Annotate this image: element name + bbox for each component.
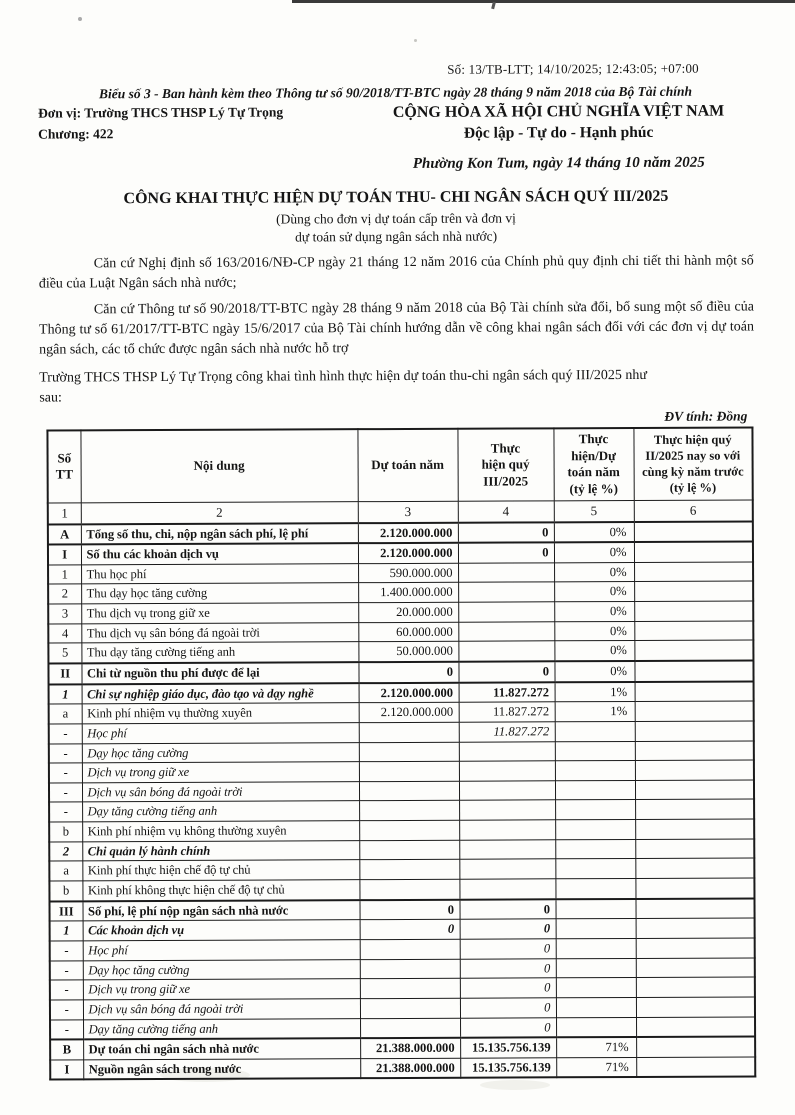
thuc-hien-quy-cell xyxy=(458,602,554,622)
row-no-cell: - xyxy=(50,960,83,980)
document-header xyxy=(0,99,793,174)
du-toan-nam-cell: 50.000.000 xyxy=(358,642,458,663)
ty-le-cell xyxy=(556,938,636,958)
du-toan-nam-cell: 0 xyxy=(359,899,459,920)
so-sanh-cell xyxy=(634,521,753,542)
row-no-cell: B xyxy=(50,1040,83,1060)
so-sanh-cell xyxy=(634,640,753,661)
ty-le-cell: 0% xyxy=(554,562,634,582)
row-no-cell: a xyxy=(49,704,82,724)
du-toan-nam-cell xyxy=(359,761,459,781)
row-no-cell: 2 xyxy=(49,842,82,862)
row-no-cell: 3 xyxy=(48,604,81,624)
thuc-hien-quy-cell: 11.827.272 xyxy=(459,702,555,722)
du-toan-nam-cell: 21.388.000.000 xyxy=(360,1058,460,1079)
so-sanh-cell xyxy=(634,581,753,601)
so-sanh-cell xyxy=(636,918,755,938)
ty-le-cell: 0% xyxy=(554,582,634,602)
ty-le-cell xyxy=(556,1017,636,1037)
row-label-cell: Dịch vụ trong giữ xe xyxy=(82,762,359,783)
thuc-hien-quy-cell: 11.827.272 xyxy=(459,682,555,703)
row-label-cell: Kinh phí nhiệm vụ thường xuyên xyxy=(82,703,359,724)
row-label-cell: Các khoản dịch vụ xyxy=(83,920,360,941)
so-sanh-cell xyxy=(636,938,755,958)
col-header-so-tt: Số TT xyxy=(47,430,80,502)
so-sanh-cell xyxy=(636,1037,755,1058)
so-sanh-cell xyxy=(634,660,753,681)
thuc-hien-quy-cell xyxy=(459,859,555,879)
row-label-cell: Dạy học tăng cường xyxy=(83,959,360,980)
du-toan-nam-cell xyxy=(360,998,460,1018)
du-toan-nam-cell xyxy=(360,959,460,979)
row-label-cell: Kinh phí nhiệm vụ không thường xuyên xyxy=(82,821,359,842)
row-no-cell: 1 xyxy=(48,565,81,585)
du-toan-nam-cell xyxy=(359,742,459,762)
du-toan-nam-cell: 1.400.000.000 xyxy=(358,583,458,603)
ty-le-cell xyxy=(555,800,635,820)
thuc-hien-quy-cell: 0 xyxy=(459,899,555,920)
row-label-cell: Kinh phí không thực hiện chế độ tự chủ xyxy=(82,880,359,901)
document-subtitle-1: (Dùng cho đơn vị dự toán cấp trên và đơn vị xyxy=(276,210,516,227)
col-index: 3 xyxy=(358,501,458,523)
du-toan-nam-cell: 60.000.000 xyxy=(358,622,458,642)
so-sanh-cell xyxy=(635,878,754,899)
so-sanh-cell xyxy=(635,819,754,839)
so-sanh-cell xyxy=(634,601,753,621)
col-header-noi-dung: Nội dung xyxy=(80,429,357,502)
thuc-hien-quy-cell xyxy=(458,563,554,583)
row-label-cell: Dạy học tăng cường xyxy=(82,742,359,763)
col-index: 5 xyxy=(554,500,634,522)
row-label-cell: Thu dịch vụ trong giữ xe xyxy=(81,603,358,624)
ty-le-cell: 0% xyxy=(554,542,634,562)
thuc-hien-quy-cell: 15.135.756.139 xyxy=(460,1058,556,1079)
du-toan-nam-cell: 2.120.000.000 xyxy=(359,703,459,723)
so-sanh-cell xyxy=(635,760,754,780)
row-label-cell: Dịch vụ sân bóng đá ngoài trời xyxy=(83,999,360,1020)
so-sanh-cell xyxy=(635,681,754,702)
row-label-cell: Chi sự nghiệp giáo dục, đào tạo và dạy nghề xyxy=(82,683,359,704)
row-no-cell: - xyxy=(50,941,83,961)
thuc-hien-quy-cell: 0 xyxy=(458,661,554,682)
so-sanh-cell xyxy=(634,542,753,563)
row-label-cell: Tổng số thu, chi, nộp ngân sách phí, lệ phí xyxy=(81,523,358,545)
so-sanh-cell xyxy=(635,701,754,721)
row-no-cell: - xyxy=(50,1019,83,1039)
so-sanh-cell xyxy=(636,997,755,1017)
so-sanh-cell xyxy=(635,780,754,800)
so-sanh-cell xyxy=(634,562,753,582)
ty-le-cell: 71% xyxy=(556,1057,636,1077)
ty-le-cell xyxy=(555,721,635,741)
so-sanh-cell xyxy=(635,839,754,859)
du-toan-nam-cell: 2.120.000.000 xyxy=(359,682,459,703)
row-label-cell: Học phí xyxy=(83,940,360,961)
row-no-cell: I xyxy=(48,545,81,565)
ty-le-cell xyxy=(555,780,635,800)
col-index: 2 xyxy=(81,501,358,524)
col-header-so-sanh: Thực hiện quý II/2025 nay so với cùng kỳ năm trước (tỷ lệ %) xyxy=(633,427,752,500)
du-toan-nam-cell xyxy=(359,801,459,821)
issuing-unit-block xyxy=(38,104,283,174)
row-label-cell: Dạy tăng cường tiếng anh xyxy=(82,801,359,822)
row-label-cell: Dự toán chi ngân sách nhà nước xyxy=(83,1038,360,1059)
place-date-line: Phường Kon Tum, ngày 14 tháng 10 năm 2025 xyxy=(412,154,705,172)
du-toan-nam-cell xyxy=(360,939,460,959)
row-no-cell: II xyxy=(48,663,81,684)
thuc-hien-quy-cell xyxy=(459,741,555,761)
currency-unit-note: ĐV tính: Đồng xyxy=(664,408,748,424)
row-label-cell: Dịch vụ sân bóng đá ngoài trời xyxy=(82,781,359,802)
ty-le-cell xyxy=(555,899,635,919)
row-label-cell: Thu dạy tăng cường tiếng anh xyxy=(81,642,358,663)
thuc-hien-quy-cell xyxy=(459,879,555,900)
du-toan-nam-cell xyxy=(360,978,460,998)
row-no-cell: I xyxy=(50,1060,83,1080)
document-number-line: Số: 13/TB-LTT; 14/10/2025; 12:43:05; +07:00 xyxy=(447,60,699,77)
col-index: 6 xyxy=(634,499,753,521)
ty-le-cell xyxy=(555,839,635,859)
col-header-du-toan-nam: Dự toán năm xyxy=(357,429,457,501)
row-label-cell: Chi từ nguồn thu phí được để lại xyxy=(81,662,358,684)
so-sanh-cell xyxy=(636,1057,755,1078)
thuc-hien-quy-cell xyxy=(459,820,555,840)
row-no-cell: 1 xyxy=(49,684,82,704)
row-no-cell: a xyxy=(49,861,82,881)
ty-le-cell xyxy=(555,761,635,781)
thuc-hien-quy-cell: 0 xyxy=(460,978,556,998)
thuc-hien-quy-cell: 0 xyxy=(460,998,556,1018)
col-header-ty-le: Thực hiện/Dự toán năm (tỷ lệ %) xyxy=(553,428,633,500)
du-toan-nam-cell xyxy=(359,722,459,742)
col-header-thuc-hien-quy: Thực hiện quý III/2025 xyxy=(457,428,553,500)
ty-le-cell xyxy=(555,741,635,761)
du-toan-nam-cell xyxy=(359,879,459,900)
thuc-hien-quy-cell: 0 xyxy=(460,939,556,959)
thuc-hien-quy-cell: 0 xyxy=(460,958,556,978)
national-title: CỘNG HÒA XÃ HỘI CHỦ NGHĨA VIỆT NAM xyxy=(392,102,725,122)
intro-paragraph: Trường THCS THSP Lý Tự Trọng công khai tình hình thực hiện dự toán thu-chi ngân sách quý III/2025 như sau: xyxy=(39,367,648,406)
row-label-cell: Số thu các khoản dịch vụ xyxy=(81,543,358,564)
row-label-cell: Học phí xyxy=(82,723,359,744)
du-toan-nam-cell xyxy=(359,860,459,880)
row-no-cell: - xyxy=(49,724,82,744)
table-body xyxy=(48,521,755,1080)
row-label-cell: Nguồn ngân sách trong nước xyxy=(83,1058,360,1079)
national-header-block xyxy=(376,102,741,173)
so-sanh-cell xyxy=(636,1016,755,1037)
du-toan-nam-cell xyxy=(359,781,459,801)
row-no-cell: - xyxy=(49,743,82,763)
du-toan-nam-cell: 0 xyxy=(360,920,460,940)
thuc-hien-quy-cell: 0 xyxy=(460,919,556,939)
thuc-hien-quy-cell xyxy=(458,582,554,602)
row-no-cell: b xyxy=(49,881,82,901)
ty-le-cell: 0% xyxy=(554,661,634,682)
thuc-hien-quy-cell xyxy=(459,800,555,820)
du-toan-nam-cell: 21.388.000.000 xyxy=(360,1038,460,1059)
legal-basis-paragraph-1: Căn cứ Nghị định số 163/2016/NĐ-CP ngày 21 tháng 12 năm 2016 của Chính phủ quy định chi tiết thi hành một số điều của Luật Ngân sách nhà nước; xyxy=(38,253,754,292)
national-motto: Độc lập - Tự do - Hạnh phúc xyxy=(463,123,654,142)
thuc-hien-quy-cell: 0 xyxy=(458,542,554,563)
ty-le-cell xyxy=(556,958,636,978)
ty-le-cell xyxy=(555,878,635,898)
form-reference-note: Biểu số 3 - Ban hành kèm theo Thông tư số 90/2018/TT-BTC ngày 28 tháng 9 năm 2018 của Bộ Tài chính xyxy=(98,83,693,102)
row-label-cell: Thu dịch vụ sân bóng đá ngoài trời xyxy=(81,622,358,643)
du-toan-nam-cell xyxy=(360,1018,460,1039)
ty-le-cell: 1% xyxy=(555,702,635,722)
ty-le-cell xyxy=(556,978,636,998)
du-toan-nam-cell xyxy=(359,820,459,840)
row-no-cell: - xyxy=(49,763,82,783)
row-label-cell: Dịch vụ trong giữ xe xyxy=(83,979,360,1000)
so-sanh-cell xyxy=(635,740,754,760)
row-no-cell: - xyxy=(50,1000,83,1020)
du-toan-nam-cell: 2.120.000.000 xyxy=(358,543,458,564)
ty-le-cell: 0% xyxy=(554,641,634,661)
thuc-hien-quy-cell xyxy=(459,761,555,781)
ty-le-cell xyxy=(555,859,635,879)
column-index-row xyxy=(48,499,753,524)
du-toan-nam-cell: 0 xyxy=(358,662,458,683)
document-title: CÔNG KHAI THỰC HIỆN DỰ TOÁN THU- CHI NGÂN SÁCH QUÝ III/2025 xyxy=(123,187,669,208)
ty-le-cell xyxy=(555,820,635,840)
thuc-hien-quy-cell: 15.135.756.139 xyxy=(460,1037,556,1058)
row-no-cell: III xyxy=(49,901,82,921)
row-no-cell: 4 xyxy=(48,624,81,644)
du-toan-nam-cell: 20.000.000 xyxy=(358,602,458,622)
col-index: 1 xyxy=(48,502,81,524)
table-row xyxy=(50,1057,755,1080)
chapter-line: Chương: 422 xyxy=(38,126,114,142)
ty-le-cell: 71% xyxy=(556,1037,636,1057)
row-label-cell: Thu dạy học tăng cường xyxy=(81,583,358,604)
du-toan-nam-cell xyxy=(359,840,459,860)
so-sanh-cell xyxy=(636,958,755,978)
document-subtitle-2: dự toán sử dụng ngân sách nhà nước) xyxy=(295,228,498,244)
so-sanh-cell xyxy=(634,621,753,641)
row-label-cell: Thu học phí xyxy=(81,563,358,584)
thuc-hien-quy-cell: 0 xyxy=(460,1017,556,1038)
table-header-row xyxy=(47,427,752,502)
row-label-cell: Số phí, lệ phí nộp ngân sách nhà nước xyxy=(82,900,359,921)
row-label-cell: Kinh phí thực hiện chế độ tự chủ xyxy=(82,860,359,881)
row-label-cell: Dạy tăng cường tiếng anh xyxy=(83,1018,360,1039)
thuc-hien-quy-cell xyxy=(459,840,555,860)
legal-basis-paragraph-2: Căn cứ Thông tư số 90/2018/TT-BTC ngày 28 tháng 9 năm 2018 của Bộ Tài chính sửa đổi, bổ sung một số điều của Thông tư số 61/2017/TT-BTC ngày 15/6/2017 của Bộ Tài chính hướng dẫn về công khai ngân sách đối với các đơn vị dự toán ngân sách, các tổ chức được ngân sách nhà nước hỗ trợ xyxy=(38,299,755,358)
budget-execution-table xyxy=(46,426,756,1081)
so-sanh-cell xyxy=(635,898,754,919)
thuc-hien-quy-cell xyxy=(458,641,554,662)
row-no-cell: 2 xyxy=(48,584,81,604)
ty-le-cell: 0% xyxy=(554,602,634,622)
thuc-hien-quy-cell: 11.827.272 xyxy=(459,722,555,742)
thuc-hien-quy-cell xyxy=(459,781,555,801)
so-sanh-cell xyxy=(635,858,754,878)
ty-le-cell: 0% xyxy=(554,521,634,542)
ty-le-cell xyxy=(556,997,636,1017)
row-no-cell: 1 xyxy=(50,921,83,941)
unit-line: Đơn vị: Trường THCS THSP Lý Tự Trọng xyxy=(38,104,284,121)
row-no-cell: 5 xyxy=(48,643,81,663)
row-no-cell: - xyxy=(49,783,82,803)
so-sanh-cell xyxy=(635,721,754,741)
so-sanh-cell xyxy=(635,799,754,819)
row-no-cell: - xyxy=(49,802,82,822)
ty-le-cell: 1% xyxy=(555,682,635,702)
ty-le-cell xyxy=(556,919,636,939)
row-no-cell: A xyxy=(48,524,81,545)
thuc-hien-quy-cell: 0 xyxy=(458,522,554,543)
du-toan-nam-cell: 2.120.000.000 xyxy=(358,522,458,543)
so-sanh-cell xyxy=(636,977,755,997)
row-label-cell: Chi quản lý hành chính xyxy=(82,840,359,861)
du-toan-nam-cell: 590.000.000 xyxy=(358,563,458,583)
col-index: 4 xyxy=(458,500,554,522)
row-no-cell: b xyxy=(49,822,82,842)
ty-le-cell: 0% xyxy=(554,621,634,641)
row-no-cell: - xyxy=(50,980,83,1000)
thuc-hien-quy-cell xyxy=(458,622,554,642)
